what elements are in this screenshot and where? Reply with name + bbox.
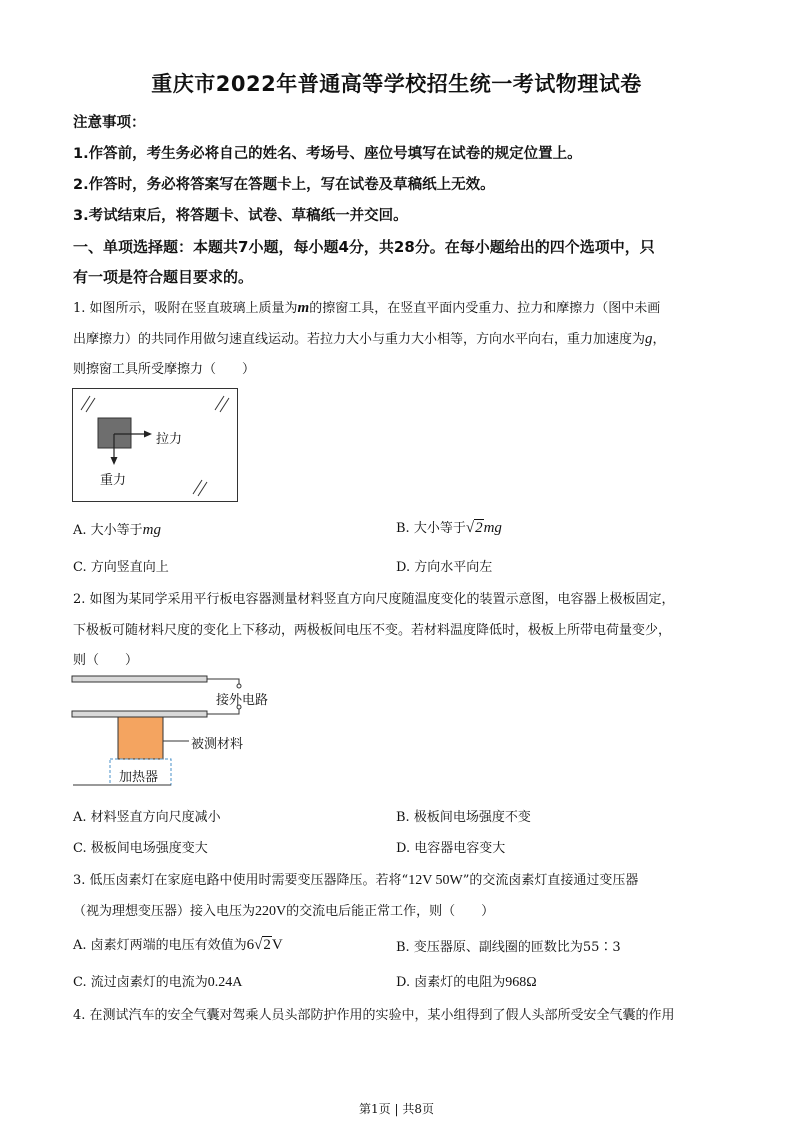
section-heading-cont: 有一项是符合题目要求的。 [73,268,254,286]
window-frame [73,389,238,502]
q3-option-b[interactable]: B. 变压器原、副线圈的匝数比为55∶3 [396,940,621,955]
q3-text-line1: 3. 低压卤素灯在家庭电路中使用时需要变压器降压。若将“12V 50W”的交流卤素灯直接通过变压器 [73,873,639,888]
upper-plate [72,676,207,682]
lower-plate [72,711,207,717]
label-external-circuit: 接外电路 [216,693,269,708]
q3-option-d[interactable]: D. 卤素灯的电阻为968Ω [396,975,537,990]
q2-text-line3: 则（ ） [73,653,139,668]
q1-text-line3: 则擦窗工具所受摩擦力（ ） [73,362,256,377]
page-footer: 第1页 | 共8页 [359,1102,434,1116]
wire-lower [207,709,239,714]
section-heading: 一、单项选择题：本题共7小题，每小题4分，共28分。在每小题给出的四个选项中，只 [73,238,655,256]
q2-option-c[interactable]: C. 极板间电场强度变大 [73,841,208,856]
wire-upper [207,679,239,684]
q1-option-a[interactable]: A. 大小等于mg [73,522,161,538]
q2-option-d[interactable]: D. 电容器电容变大 [396,841,506,856]
notice-item: 2.作答时，务必将答案写在答题卡上，写在试卷及草稿纸上无效。 [73,177,495,193]
label-gravity: 重力 [100,473,127,488]
page-title: 重庆市2022年普通高等学校招生统一考试物理试卷 [151,72,642,96]
q2-option-a[interactable]: A. 材料竖直方向尺度减小 [73,810,221,825]
q1-option-d[interactable]: D. 方向水平向左 [396,560,493,575]
q1-option-b[interactable]: B. 大小等于√2mg [396,520,502,536]
q1-option-c[interactable]: C. 方向竖直向上 [73,560,169,575]
q2-text-line1: 2. 如图为某同学采用平行板电容器测量材料竖直方向尺度随温度变化的装置示意图，电容器上极板固定， [73,592,675,607]
measured-material [118,717,163,759]
q1-figure [72,388,238,502]
q1-text-line2: 出摩擦力）的共同作用做匀速直线运动。若拉力大小与重力大小相等，方向水平向右，重力加速度为g， [73,331,666,347]
label-heater: 加热器 [119,770,159,785]
q4-text-line1: 4. 在测试汽车的安全气囊对驾乘人员头部防护作用的实验中，某小组得到了假人头部所受安全气囊的作用 [73,1008,675,1023]
label-pull: 拉力 [156,432,183,447]
q2-text-line2: 下极板可随材料尺度的变化上下移动，两极板间电压不变。若材料温度降低时，极板上所带电荷量变少， [73,623,672,638]
terminal-upper [237,684,241,688]
q1-text-line1: 1. 如图所示，吸附在竖直玻璃上质量为m的擦窗工具，在竖直平面内受重力、拉力和摩擦力（图中未画 [73,300,661,316]
q3-option-a[interactable]: A. 卤素灯两端的电压有效值为6√2V [73,937,283,953]
q2-figure [71,670,271,792]
notice-item: 1.作答前，考生务必将自己的姓名、考场号、座位号填写在试卷的规定位置上。 [73,146,582,162]
q2-option-b[interactable]: B. 极板间电场强度不变 [396,810,531,825]
label-material: 被测材料 [191,737,244,752]
notice-item: 3.考试结束后，将答题卡、试卷、草稿纸一并交回。 [73,208,408,224]
q3-option-c[interactable]: C. 流过卤素灯的电流为0.24A [73,975,243,990]
notice-heading: 注意事项： [73,115,146,131]
q3-text-line2: （视为理想变压器）接入电压为220V的交流电后能正常工作，则（ ） [73,904,495,919]
q1-figure-svg [72,388,238,502]
